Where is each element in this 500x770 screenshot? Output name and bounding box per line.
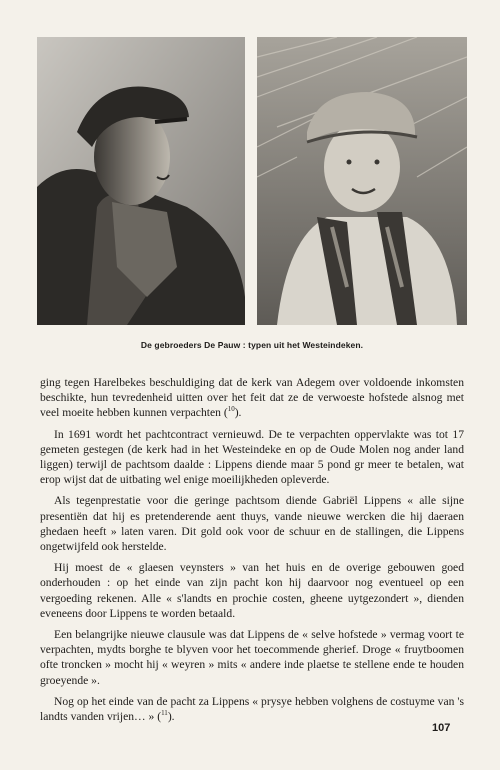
photo-de-pauw-left — [37, 37, 245, 325]
body-text — [40, 375, 464, 730]
paragraph — [40, 375, 464, 421]
paragraph-text: Een belangrijke nieuwe clausule was dat Lippens de « selve hofstede » vermag voort te verpachten, mydts borghe te blyven voor het toecommende gherief. Droge « fruytboomen ofte troncken » mocht hij « weyren » mits « andere inde plaetse te stellene ende te houden groeyende ». — [40, 628, 464, 687]
paragraph — [40, 493, 464, 554]
paragraph — [40, 694, 464, 724]
portrait-right-image — [257, 37, 467, 325]
paragraph — [40, 560, 464, 621]
footnote-ref: 10 — [227, 405, 235, 414]
photo-de-pauw-right — [257, 37, 467, 325]
paragraph — [40, 427, 464, 488]
paragraph — [40, 627, 464, 688]
paragraph-text: Als tegenprestatie voor die geringe pachtsom diende Gabriël Lippens « alle sijne presentiën dat hij es pretenderende aent thuys, vande nieuwe wercken die hij daeraen ghedaen heeft » laten varen. Dit gold ook voor de schuur en de stallingen, die Lippens ongetwijfeld ook herstelde. — [40, 494, 464, 554]
paragraph-text: ging tegen Harelbekes beschuldiging dat de kerk van Adegem over voldoende inkomsten beschikte, hun tevredenheid uitten over het feit dat ze de verwoeste hofstede alsnog met veel moeite hebben kunnen verpachten ( — [40, 376, 464, 420]
portrait-left-image — [37, 37, 245, 325]
footnote-ref: 11 — [161, 709, 168, 718]
paragraph-text-after: ). — [167, 710, 175, 724]
paragraph-text: In 1691 wordt het pachtcontract vernieuwd. De te verpachten oppervlakte was tot 17 gemeten gestegen (de kerk had in het Westeindeke en op de Oude Molen nog ander land liggen) terwijl de pachtsom daalde : Lippens diende maar 5 pond gr meer te betalen, wat erop wijst dat de uitbating wel enige moeilijkheden opleverde. — [40, 427, 464, 487]
paragraph-text-after: ). — [234, 406, 242, 420]
photo-caption: De gebroeders De Pauw : typen uit het Westeindeken. — [140, 340, 364, 350]
paragraph-text: Hij moest de « glaesen veynsters » van het huis en de overige gebouwen goed onderhouden : op het einde van zijn pacht kon hij daarvoor nog eventueel op een vergoeding rekenen. Alle « s'landts en prochie costen, gheene uytgezondert », dienden eveneens door Lippens te worden betaald. — [40, 561, 464, 620]
paragraph-text: Nog op het einde van de pacht za Lippens « prysye hebben volghens de costuyme van 's landts vanden vrijen… » ( — [40, 694, 464, 724]
page-number: 107 — [432, 722, 451, 734]
